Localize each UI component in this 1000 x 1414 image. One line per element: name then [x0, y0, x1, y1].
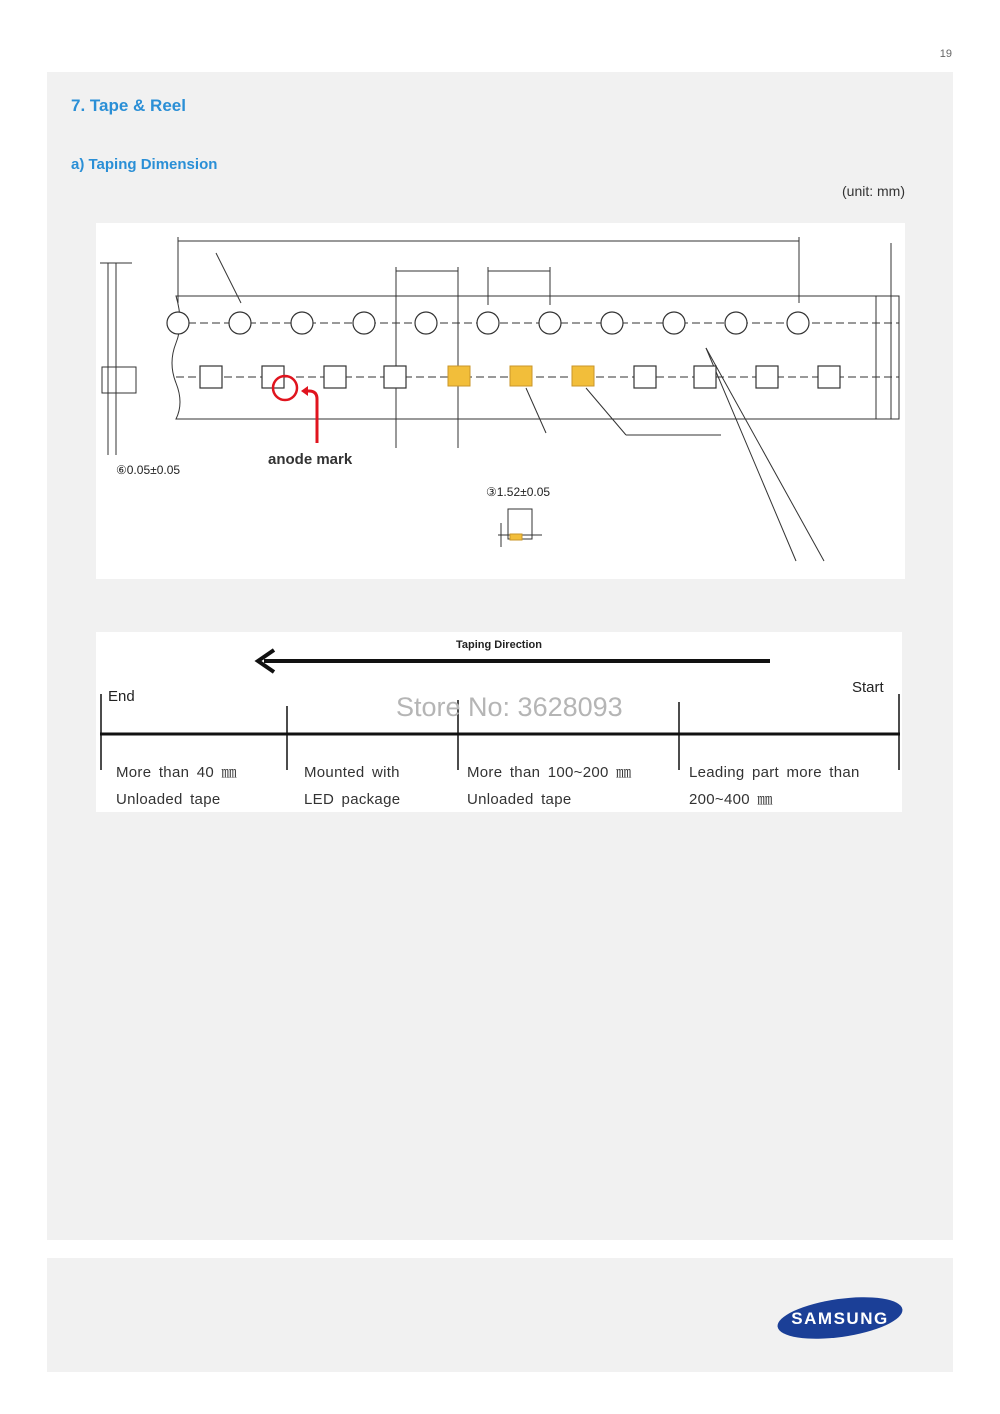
dimension-center-label: ③1.52±0.05	[486, 485, 551, 499]
segment-line: More than 100~200 ㎜	[467, 764, 632, 781]
page-number: 19	[939, 48, 952, 60]
segment-line: Leading part more than	[689, 764, 860, 781]
end-label: End	[108, 688, 135, 705]
segment-line: Unloaded tape	[467, 791, 572, 808]
led-packages	[448, 366, 594, 540]
segment-start-unloaded	[467, 759, 631, 813]
anode-mark-arrow	[304, 391, 317, 443]
segment-line: LED package	[304, 791, 401, 808]
anode-mark-label: anode mark	[268, 451, 353, 468]
unit-label: (unit: mm)	[842, 183, 905, 199]
segment-line: 200~400 ㎜	[689, 791, 773, 808]
dimension-left-label: ⑥0.05±0.05	[116, 463, 181, 477]
brand-name: SAMSUNG	[791, 1309, 889, 1328]
segment-mounted	[304, 759, 400, 813]
samsung-logo	[776, 1296, 904, 1340]
start-label: Start	[852, 679, 884, 696]
taping-direction-title: Taping Direction	[456, 639, 542, 651]
section-title: 7. Tape & Reel	[71, 96, 186, 115]
segment-line: More than 40 ㎜	[116, 764, 237, 781]
taping-dimension-figure	[96, 223, 905, 579]
tape-drawing	[96, 223, 905, 579]
segment-leading	[689, 759, 860, 813]
subsection-title: a) Taping Dimension	[71, 156, 218, 173]
store-watermark: Store No: 3628093	[396, 692, 623, 722]
taping-direction-diagram	[96, 632, 902, 812]
segment-line: Unloaded tape	[116, 791, 221, 808]
segment-end-unloaded	[116, 759, 237, 813]
segment-line: Mounted with	[304, 764, 400, 781]
